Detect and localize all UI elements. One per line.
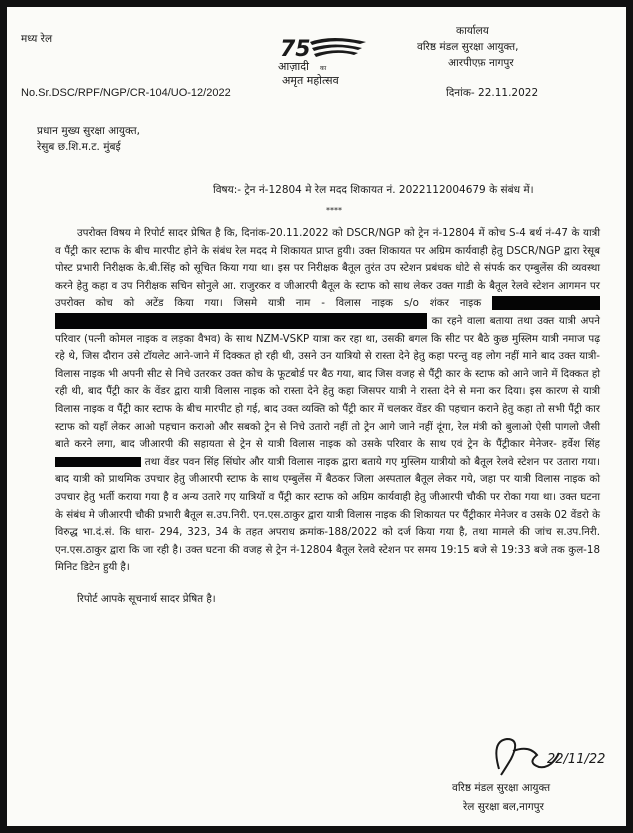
letter-date: दिनांक- 22.11.2022 — [446, 87, 539, 99]
logo-ka: का — [320, 65, 327, 72]
logo-line2: अमृत महोत्सव — [282, 74, 339, 87]
office-line-1: कार्यालय — [456, 25, 489, 37]
office-line-3: आरपीएफ़ नागपुर — [448, 57, 514, 69]
azadi-amrit-mahotsav-logo — [262, 32, 382, 92]
logo-number: 75 — [280, 37, 311, 62]
letter-page — [7, 7, 626, 826]
signatory-title: वरिष्ठ मंडल सुरक्षा आयुक्त — [452, 782, 551, 794]
body-paragraph — [55, 225, 600, 577]
handwritten-signature — [477, 729, 607, 789]
closing-line: रिपोर्ट आपके सूचनार्थ सादर प्रेषित है। — [77, 592, 216, 605]
addressee-line-1: प्रधान मुख्य सुरक्षा आयुक्त, — [37, 125, 140, 137]
body-part-3: तथा वेंडर पवन सिंह सिंघोर और यात्री विलास नाइक द्वारा बताये गए मुस्लिम यात्रीयो को बैतूल रेलवे स्टेशन पर उतारा गया। बाद यात्री को प्राथमिक उपचार हेतु जीआरपी स्टाफ के साथ एम्बुलेंस में बैठकर जिला अस्पताल बैतूल लेकर गये, जहा पर यात्री विलास नाइक को उपचार हेतु भर्ती कराया गया है व अन्य उतारे गए यात्रियों व पैंट्री कार स्टाफ को अग्रिम कार्यवाही हेतु जीआरपी चौकी पर रोका गया था। उक्त घटना के संबंध मे जीआरपी चौकी प्रभारी बैतूल स.उप.निरी. एन.एस.ठाकुर द्वारा यात्री विलास नाइक की शिकायत पर पैंट्रीकार मेनेजर व उसके 02 वेंडरो के विरुद्ध भा.दं.सं. कि धारा- 294, 323, 34 के तहत अपराध क्रमांक-188/2022 को दर्ज किया गया है, तथा मामले की जांच स.उप.निरी. एन.एस.ठाकुर द्वारा कि जा रही है। उक्त घटना की वजह से ट्रेन नं-12804 बैतूल रेलवे स्टेशन पर समय 19:15 बजे से 19:33 बजे तक कुल-18 मिनिट डिटेन हुयी है। — [55, 455, 600, 574]
logo-line1: आज़ादी — [278, 60, 309, 73]
addressee-line-2: रेसुब छ.शि.म.ट. मुंबई — [37, 141, 121, 153]
office-line-2: वरिष्ठ मंडल सुरक्षा आयुक्त, — [417, 41, 519, 53]
org-name: मध्य रेल — [21, 33, 53, 45]
redaction-block — [492, 296, 600, 310]
body-part-1: उपरोक्त विषय मे रिपोर्ट सादर प्रेषित है कि, दिनांक-20.11.2022 को DSCR/NGP को ट्रेन नं-12804 में कोच S-4 बर्थ नं-47 के यात्री व पैंट्री कार स्टाफ के बीच मारपीट होने के संबंध रेल मदद मे शिकायत प्राप्त हुयी। उक्त शिकायत पर अग्रिम कार्यवाही हेतु DSCR/NGP द्वारा रेसूब पोस्ट प्रभारी निरीक्षक के.बी.सिंह को सूचित किया गया था। इस पर निरीक्षक बैतूल तुरंत उप स्टेशन प्रबंधक धोटे से संपर्क कर एम्बुलेंस की व्यवस्था करने हेतु कहा व उप निरीक्षक सचिन सोनुले आ. राजुरकर व जीआरपी बैतूल के स्टाफ को साथ लेकर उक्त गाडी के बैतूल रेलवे स्टेशन आगमन पर उपरोक्त कोच को अटेंड किया गया। जिसमे यात्री नाम - विलास नाइक s/o शंकर नाइक — [55, 227, 600, 310]
body-part-2: का रहने वाला बताया तथा उक्त यात्री अपने परिवार (पत्नी कोमल नाइक व लड़का वैभव) के साथ NZM-VSKP यात्रा कर रहा था, उसकी बगल कि सीट पर बैठे कुछ मुस्लिम यात्री नमाज पढ़ रहे थे, जिस दौरान उसे टॉयलेट आने-जाने में दिक्कत हो रही थी, उसने उन यात्रियो से रास्ता देने हेतु कहा परन्तु वह लोग नहीं माने बाद उक्त यात्री- विलास नाइक भी अपनी सीट से निचे उतरकर उक्त कोच के फूटबोर्ड पर बैठ गया, बाद जिस वजह से पैंट्री कार के स्टाफ को आने जाने में दिक्कत हो रही थी, बाद पैंट्री कार के वेंडर द्वारा यात्री विलास नाइक को रास्ता देने हेतु कहा जिसपर यात्री ने रास्ता देने से मना कर दिया। इस कारण से यात्री विलास नाइक व पैंट्री कार स्टाफ के बीच मारपीट हो गई, बाद उक्त व्यक्ति को पैंट्री कार में चलकर वेंडर की पहचान कराने हेतु कहा तो सभी पैंट्री कार स्टाफ को यहाँ लेकर आओ पहचान कराओ और सबको ट्रेन से निचे उतारो नहीं तो ट्रेन आगे जाने नहीं दूंगा, रेल मंत्री को बुलाओ ऐसी पागलो जैसी बाते करने लगा, बाद जीआरपी की सहायता से ट्रेन से यात्री विलास नाइक को उसके परिवार के साथ एवं ट्रेन के पैंट्रीकार मेनेजर- हर्वेश सिंह — [55, 314, 600, 451]
signatory-org: रेल सुरक्षा बल,नागपुर — [463, 801, 544, 813]
redaction-block — [55, 313, 427, 329]
reference-number: No.Sr.DSC/RPF/NGP/CR-104/UO-12/2022 — [21, 87, 231, 99]
redaction-block — [55, 457, 141, 467]
letter-body — [55, 225, 600, 608]
signature-date: 22/11/22 — [547, 752, 606, 767]
separator-stars: **** — [326, 206, 342, 215]
subject-line: विषय:- ट्रेन नं-12804 मे रेल मदद शिकायत नं. 2022112004679 के संबंध में। — [213, 184, 534, 196]
